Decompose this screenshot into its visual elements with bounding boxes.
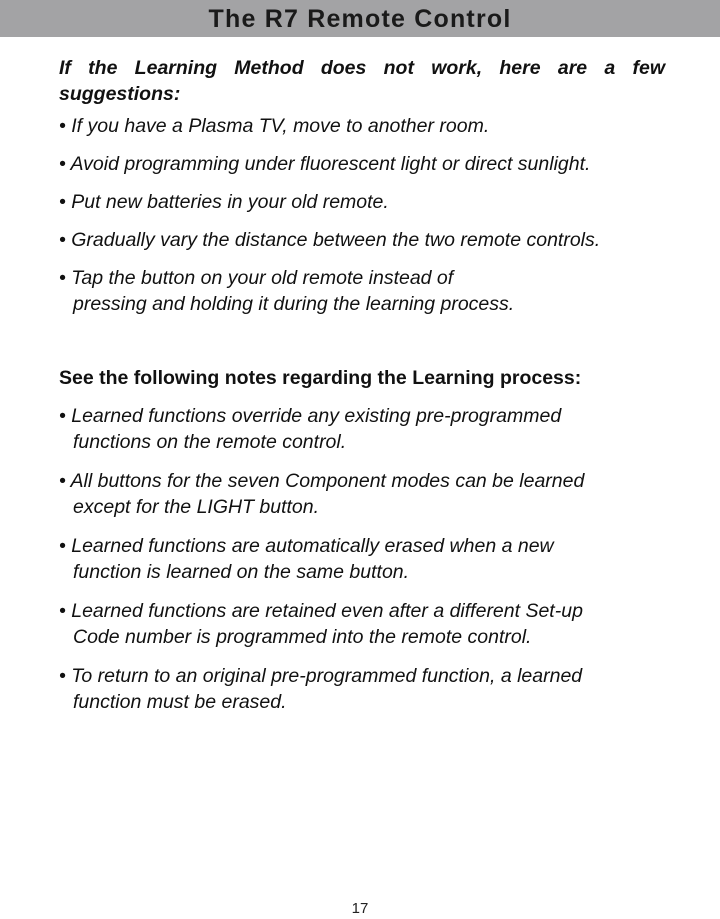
- note-line-continued: function must be erased.: [73, 691, 287, 713]
- suggestion-item: [59, 113, 665, 139]
- suggestion-item: [59, 151, 665, 177]
- note-line: • Learned functions override any existing pre-programmed: [59, 405, 562, 427]
- header-bar: [0, 0, 720, 37]
- note-item: [59, 663, 665, 715]
- page-title: The R7 Remote Control: [208, 5, 512, 33]
- note-line-continued: functions on the remote control.: [73, 431, 347, 453]
- suggestion-line: • If you have a Plasma TV, move to another room.: [59, 115, 490, 137]
- page-number: 17: [351, 900, 369, 917]
- suggestion-line-continued: pressing and holding it during the learning process.: [73, 293, 515, 315]
- suggestion-line: • Gradually vary the distance between the two remote controls.: [59, 229, 601, 251]
- note-item: [59, 598, 665, 650]
- note-line-continued: except for the LIGHT button.: [73, 496, 320, 518]
- note-line-continued: function is learned on the same button.: [73, 561, 410, 583]
- suggestion-line: • Put new batteries in your old remote.: [59, 191, 389, 213]
- note-item: [59, 403, 665, 455]
- notes-list: [59, 403, 665, 715]
- intro-text: If the Learning Method does not work, here are a few suggestions:: [59, 57, 665, 105]
- suggestion-line: • Tap the button on your old remote instead of: [59, 267, 454, 289]
- suggestion-item: [59, 189, 665, 215]
- suggestions-list: [59, 113, 665, 317]
- note-line: • Learned functions are automatically erased when a new: [59, 535, 554, 557]
- note-line: • To return to an original pre-programmed function, a learned: [59, 665, 583, 687]
- suggestion-item: [59, 227, 665, 253]
- suggestion-item: [59, 265, 665, 317]
- note-line-continued: Code number is programmed into the remote control.: [73, 626, 532, 648]
- note-item: [59, 468, 665, 520]
- note-item: [59, 533, 665, 585]
- note-line: • All buttons for the seven Component modes can be learned: [59, 470, 585, 492]
- page-content: [59, 55, 665, 728]
- suggestion-line: • Avoid programming under fluorescent light or direct sunlight.: [59, 153, 591, 175]
- notes-heading: See the following notes regarding the Learning process:: [59, 367, 582, 389]
- note-line: • Learned functions are retained even after a different Set-up: [59, 600, 583, 622]
